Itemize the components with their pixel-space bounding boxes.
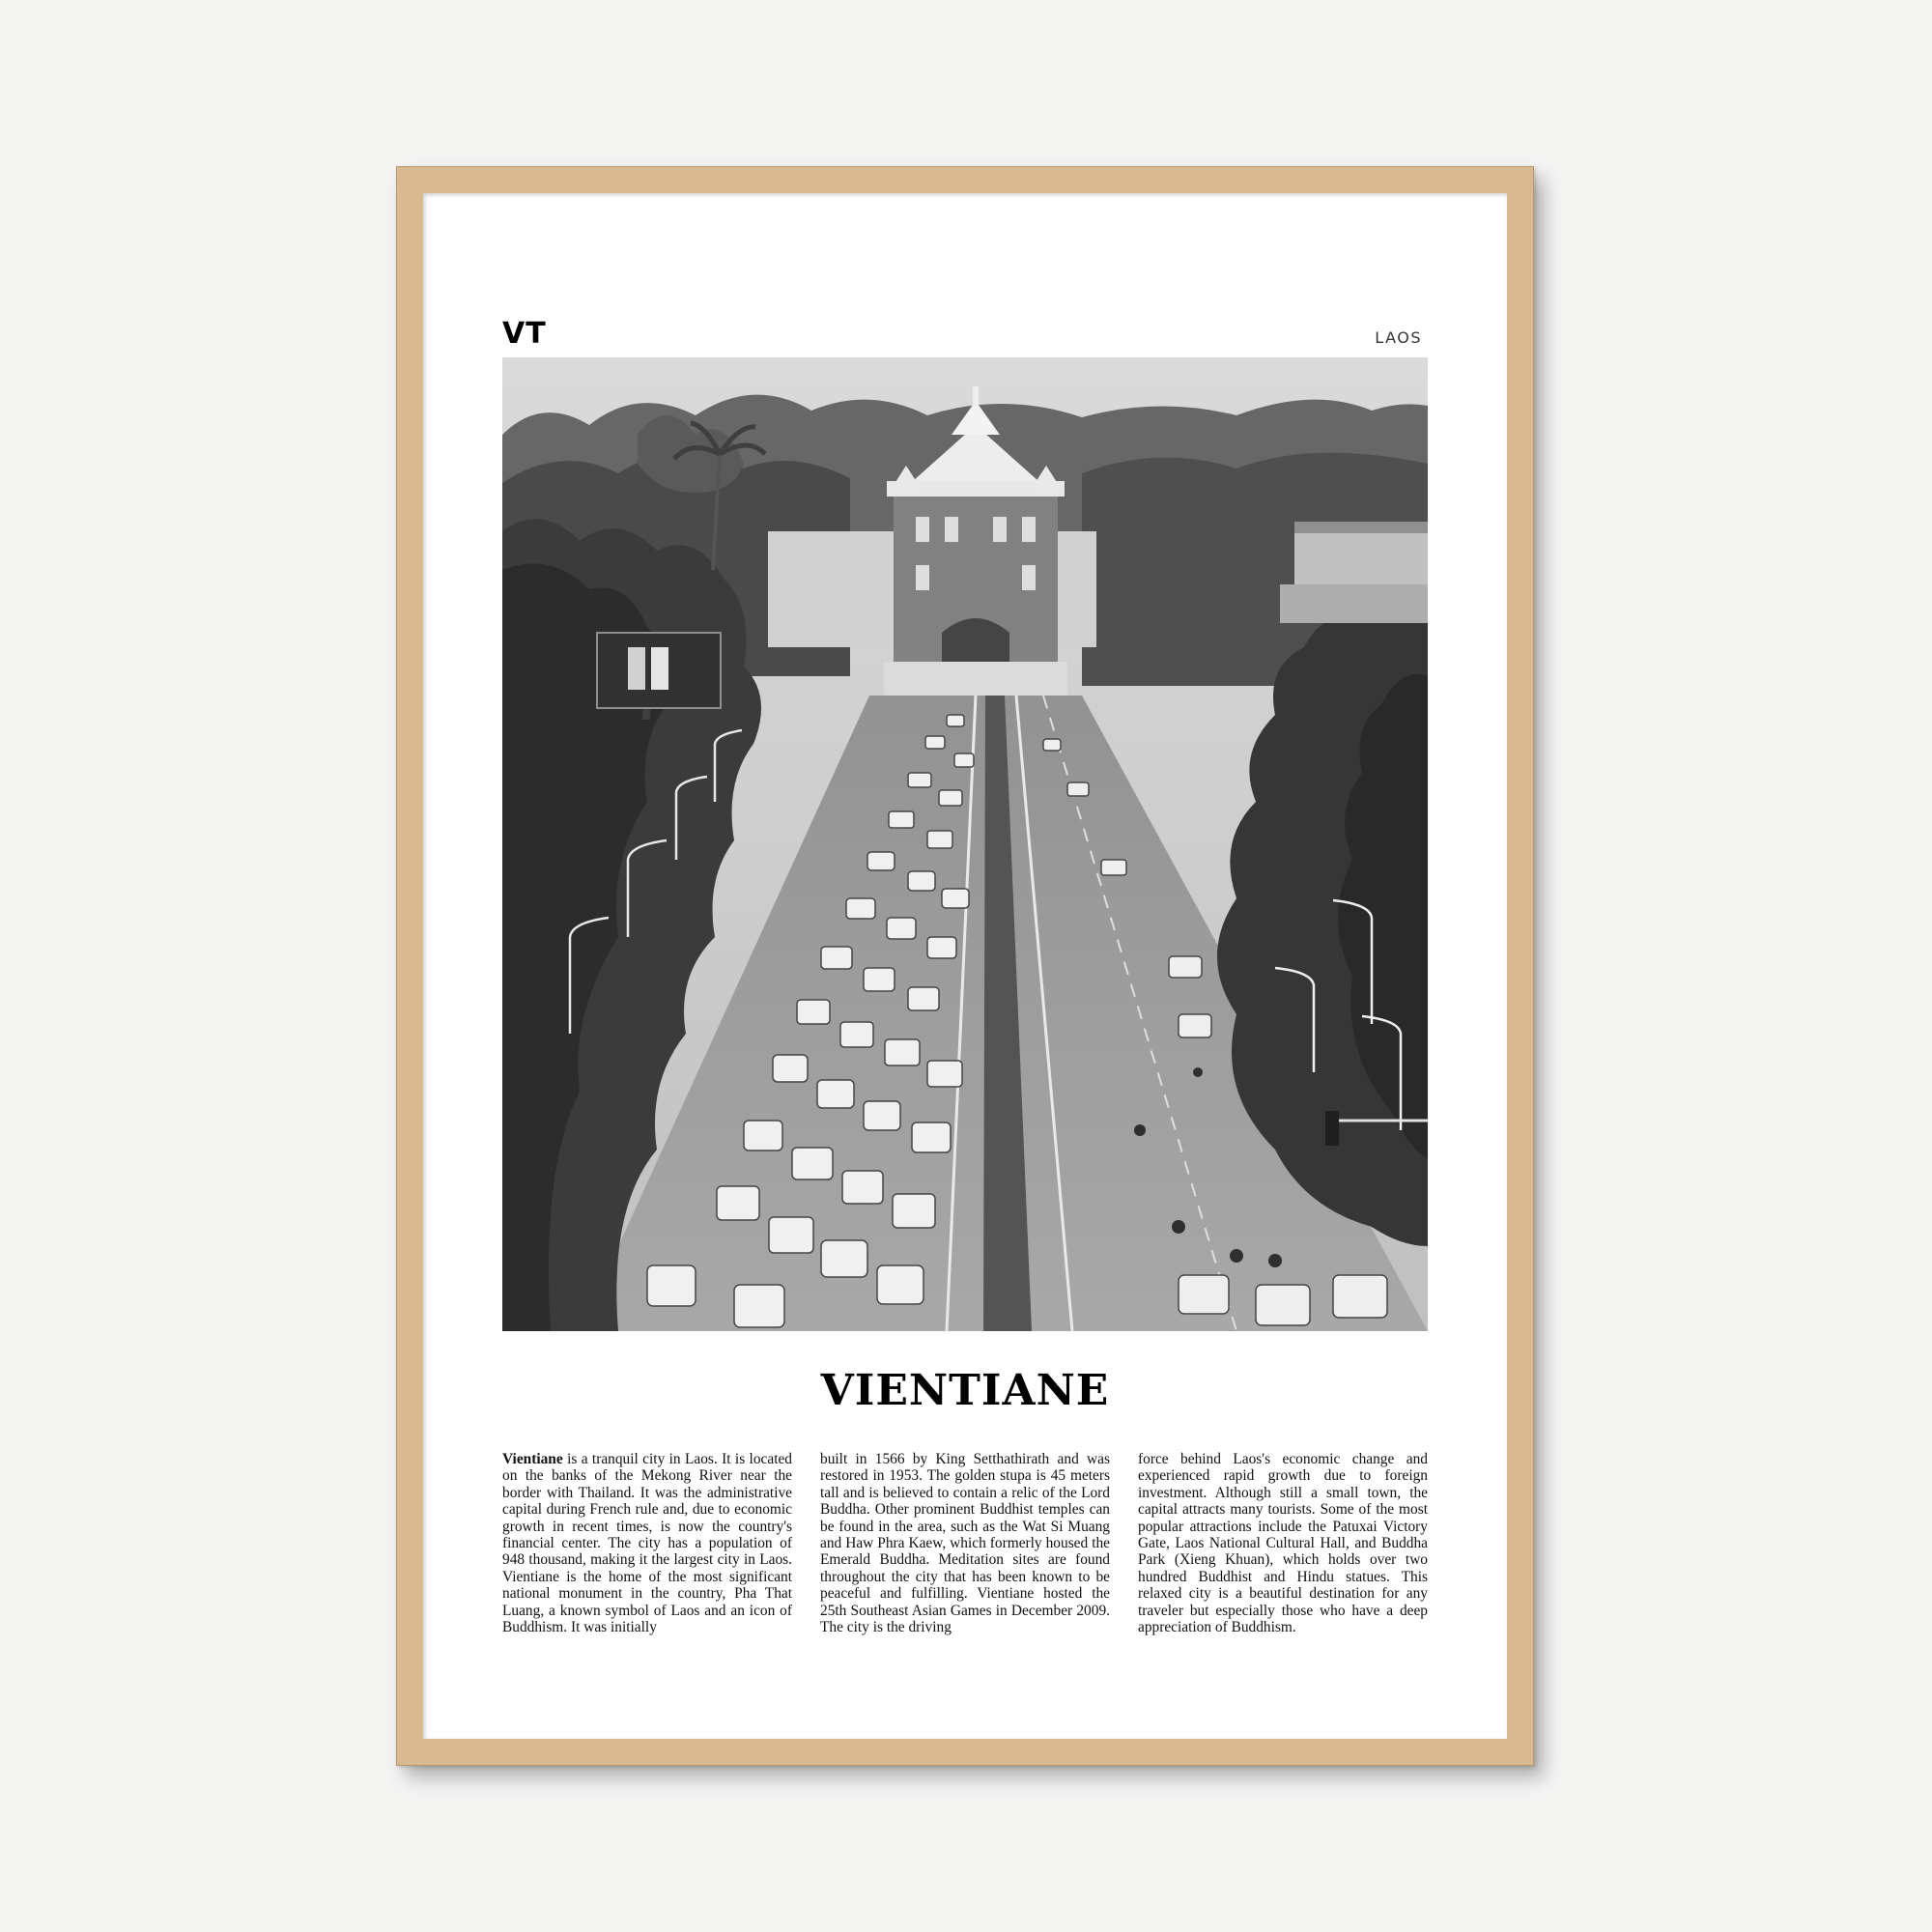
- description-column-3: force behind Laos's economic change and experienced rapid growth due to foreign investment. Although still a small town, the capital attracts many tourists. Some of the most popular attractions include the Patuxai Victory Gate, Laos National Cultural Hall, and Buddha Park (Xieng Khuan), which holds over two hundred Buddhist and Hindu statues. This relaxed city is a beautiful destination for any traveler but especially those who have a deep appreciation of Buddhism.: [1138, 1451, 1428, 1636]
- wooden-frame: [396, 166, 1534, 1766]
- description-column-1: [502, 1451, 792, 1635]
- city-title: VIENTIANE: [820, 1366, 1110, 1415]
- lead-word: Vientiane: [502, 1451, 563, 1467]
- country-label: LAOS: [1375, 328, 1422, 347]
- city-abbreviation: VT: [502, 317, 547, 351]
- poster-mat: [423, 193, 1507, 1739]
- vientiane-street-photo: [502, 357, 1428, 1331]
- description-column-1-text: is a tranquil city in Laos. It is located on the banks of the Mekong River near the border with Thailand. It was the administrative capital during French rule and, due to economic growth in recent times, is now the country's financial center. The city has a population of 948 thousand, making it the largest city in Laos. Vientiane is the home of the most significant national monument in the country, Pha That Luang, a known symbol of Laos and an icon of Buddhism. It was initially: [502, 1451, 792, 1636]
- street-photo-illustration: [502, 357, 1428, 1331]
- description-columns: [502, 1451, 1428, 1635]
- description-column-2: built in 1566 by King Setthathirath and was restored in 1953. The golden stupa is 45 meters tall and is believed to contain a relic of the Lord Buddha. Other prominent Buddhist temples can be found in the area, such as the Wat Si Muang and Haw Phra Kaew, which formerly housed the Emerald Buddha. Meditation sites are found throughout the city that has been known to be peaceful and fulfilling. Vientiane hosted the 25th Southeast Asian Games in December 2009. The city is the driving: [820, 1451, 1110, 1636]
